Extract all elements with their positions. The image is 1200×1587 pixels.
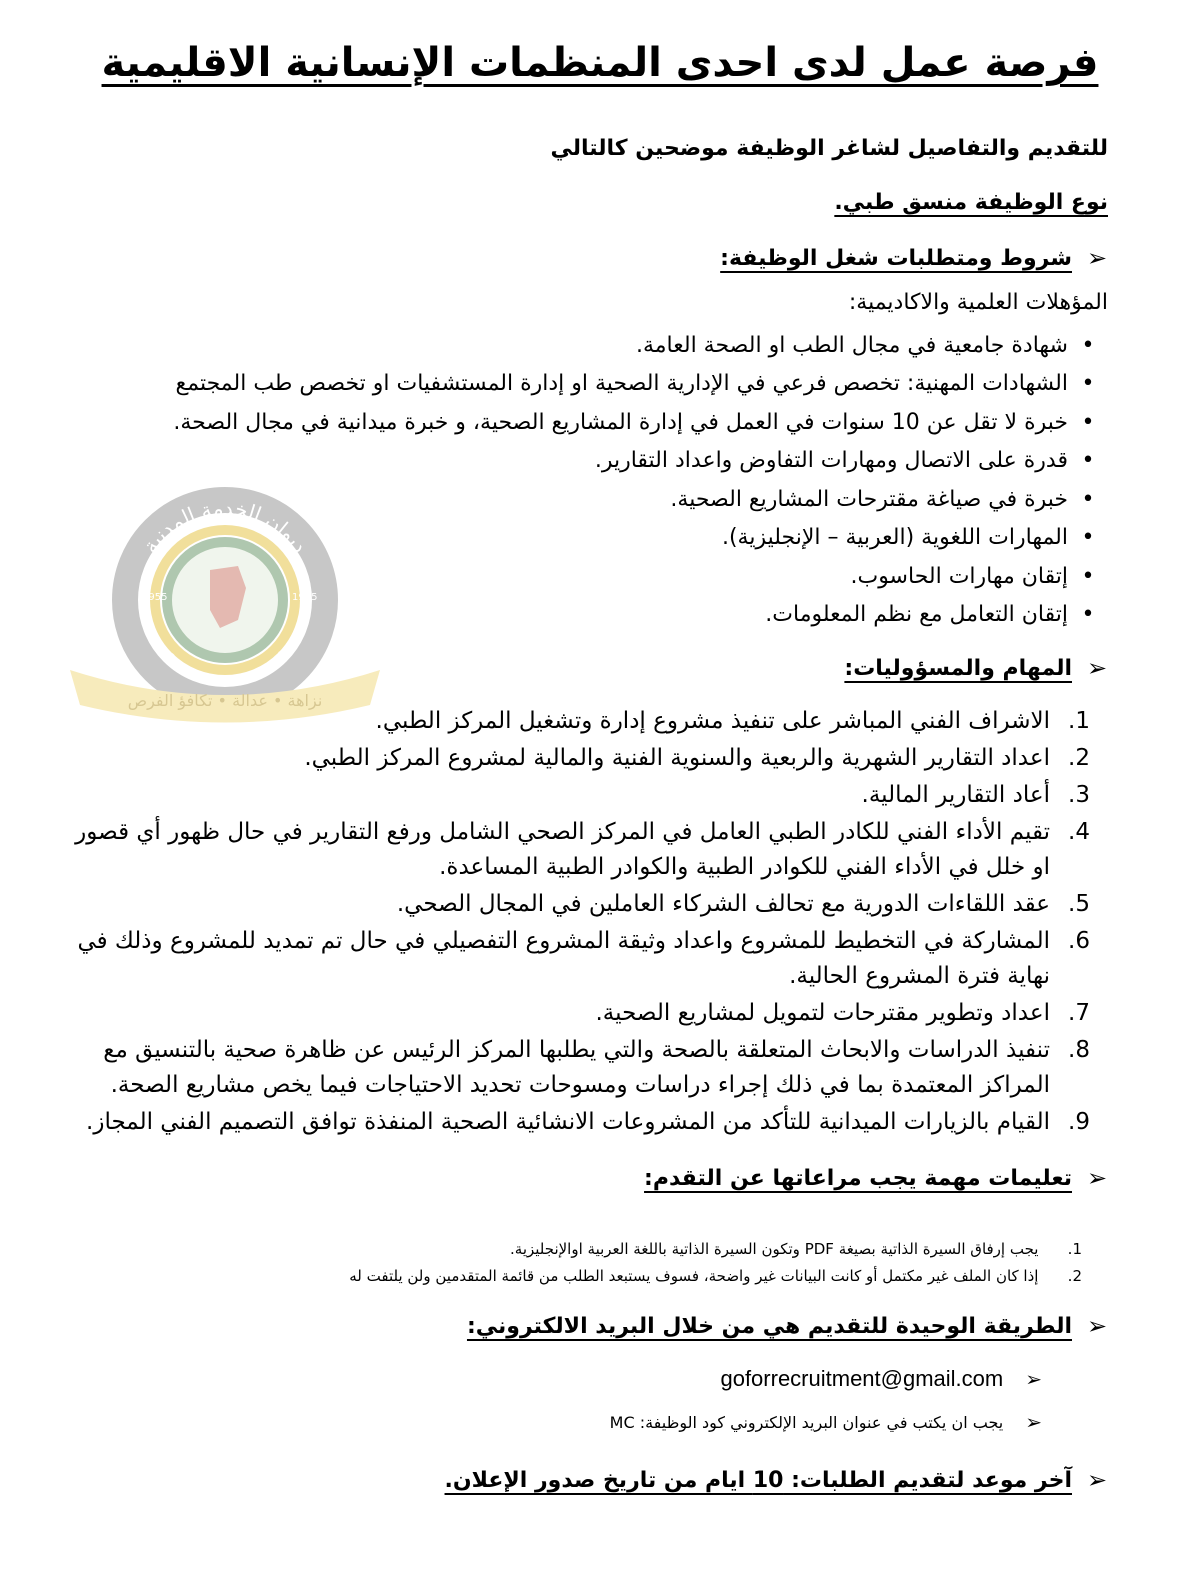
bullet-icon: • [1081,525,1095,551]
bullet-icon: • [1081,563,1095,589]
email-link[interactable]: goforrecruitment@gmail.com [720,1366,1004,1391]
arrow-icon: ➢ [1025,1410,1042,1434]
arrow-icon: ➢ [1086,1312,1108,1340]
list-item: • المهارات اللغوية (العربية – الإنجليزية). [173,519,1108,558]
qualifications-subheading: المؤهلات العلمية والاكاديمية: [848,290,1108,315]
apply-heading: ➢ الطريقة الوحيدة للتقديم هي من خلال البريد الالكتروني: [466,1312,1108,1340]
instructions-heading: ➢ تعليمات مهمة يجب مراعاتها عن التقدم: [644,1164,1108,1192]
duties-list [54,704,1090,1142]
arrow-icon: ➢ [1086,244,1108,272]
bullet-icon: • [1081,486,1095,512]
list-item: 7. اعداد وتطوير مقترحات لتمويل لمشاريع الصحية. [595,1000,1090,1026]
list-item: • إتقان التعامل مع نظم المعلومات. [173,596,1108,635]
arrow-icon: ➢ [1025,1368,1042,1391]
bullet-icon: • [1081,371,1095,397]
list-item: 1. يجب إرفاق السيرة الذاتية بصيغة PDF وتكون السيرة الذاتية باللغة العربية اوالإنجليزية. [510,1240,1082,1258]
list-item: • خبرة لا تقل عن 10 سنوات في العمل في إدارة المشاريع الصحية، و خبرة ميدانية في مجال الصحة. [173,403,1108,442]
duties-heading: ➢ المهام والمسؤوليات: [844,654,1108,682]
intro-text: للتقديم والتفاصيل لشاغر الوظيفة موضحين كالتالي [550,136,1108,161]
list-item: 3. أعاد التقارير المالية. [861,782,1090,808]
arrow-icon: ➢ [1086,1164,1108,1192]
list-item: • قدرة على الاتصال ومهارات التفاوض واعداد التقارير. [173,442,1108,481]
list-item: 6. المشاركة في التخطيط للمشروع واعداد وثيقة المشروع التفصيلي في حال تم تمديد للمشروع وذلك في نهاية فترة المشروع الحالية. [77,928,1090,989]
bullet-icon: • [1081,602,1095,628]
list-item: • خبرة في صياغة مقترحات المشاريع الصحية. [173,480,1108,519]
arrow-icon: ➢ [1086,1466,1108,1494]
list-item: 4. تقيم الأداء الفني للكادر الطبي العامل في المركز الصحي الشامل ورفع التقارير في حال ظهور أي قصور او خلل في الأداء الفني للكوادر الطبية والكوادر الطبية المساعدة. [75,819,1090,880]
job-type: نوع الوظيفة منسق طبي. [834,190,1108,215]
list-item: 2. اعداد التقارير الشهرية والربعية والسنوية الفنية والمالية لمشروع المركز الطبي. [304,745,1090,771]
list-item: 2. إذا كان الملف غير مكتمل أو كانت البيانات غير واضحة، فسوف يستبعد الطلب من قائمة المتقدمين ولن يلتفت له [349,1267,1082,1285]
list-item: • إتقان مهارات الحاسوب. [173,557,1108,596]
page-title: فرصة عمل لدى احدى المنظمات الإنسانية الاقليمية [101,40,1099,86]
list-item: 8. تنفيذ الدراسات والابحاث المتعلقة بالصحة والتي يطلبها المركز الرئيس عن ظاهرة صحية بالتنسيق مع المراكز المعتمدة بما في ذلك إجراء دراسات ومسوحات تحديد الاحتياجات فيما يخص مشاريع الصحة. [103,1037,1090,1098]
list-item: 9. القيام بالزيارات الميدانية للتأكد من المشروعات الانشائية الصحية المنفذة توافق التصميم الفني المجاز. [86,1109,1090,1135]
bullet-icon: • [1081,409,1095,435]
arrow-icon: ➢ [1086,654,1108,682]
seal-year-left: 1955 [142,592,168,603]
instructions-list [349,1236,1082,1290]
list-item: • شهادة جامعية في مجال الطب او الصحة العامة. [173,326,1108,365]
deadline-heading: ➢ آخر موعد لتقديم الطلبات: 10 ايام من تاريخ صدور الإعلان. [444,1466,1108,1494]
bullet-icon: • [1081,332,1095,358]
list-item: • الشهادات المهنية: تخصص فرعي في الإدارية الصحية او إدارة المستشفيات او تخصص طب المجتمع [173,365,1108,404]
job-code-note: ➢ يجب ان يكتب في عنوان البريد الإلكتروني كود الوظيفة: MC [609,1410,1042,1434]
requirements-heading: ➢ شروط ومتطلبات شغل الوظيفة: [720,244,1108,272]
email-row [720,1366,1042,1392]
list-item: 5. عقد اللقاءات الدورية مع تحالف الشركاء العاملين في المجال الصحي. [396,891,1090,917]
bullet-icon: • [1081,448,1095,474]
seal-ring-text-ar: ديوان الخدمة المدنية [137,495,313,558]
list-item: 1. الاشراف الفني المباشر على تنفيذ مشروع إدارة وتشغيل المركز الطبي. [375,708,1090,734]
seal-year-right: 1955 [292,592,318,603]
seal-ring-text-en: CIVIL SERVICE BUREAU [161,649,289,689]
seal-banner-text: نزاهة • عدالة • تكافؤ الفرص [127,691,323,710]
requirements-list [173,326,1108,634]
